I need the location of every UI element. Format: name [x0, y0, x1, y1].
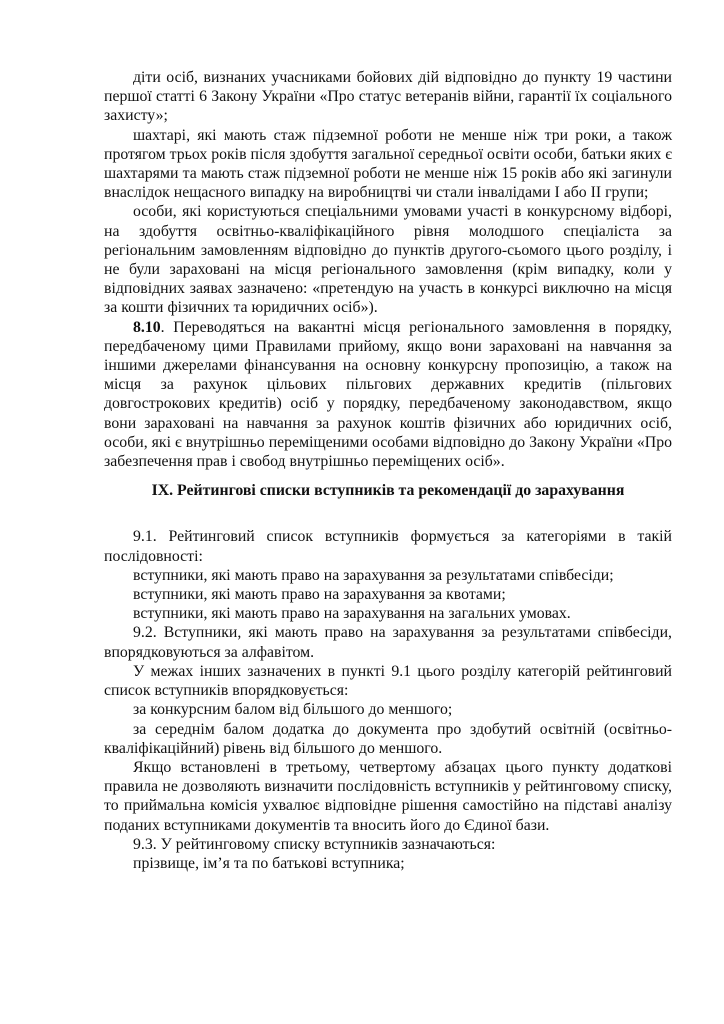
- section-spacer: [104, 500, 672, 527]
- list-item-average-score: за середнім балом додатка до документа про здобутий освітній (освітньо-кваліфікаційний) рівень від більшого до меншого.: [104, 720, 672, 757]
- clause-text-8-10: . Переводяться на вакантні місця регіонального замовлення в порядку, передбаченому цими Правилами прийому, якщо вони зараховані на навчання за іншими джерелами фінансування на основну конкурсну пропозицію, а також на місця за рахунок цільових пільгових державних кредитів (пільгових довгострокових кредитів) осіб у порядку, передбаченому законодавством, якщо вони зараховані на навчання за рахунок коштів фізичних або юридичних осіб, особи, які є внутрішньо переміщеними особами відповідно до Закону України «Про забезпечення прав і свобод внутрішньо переміщених осіб».: [104, 318, 672, 471]
- list-item-full-name: прізвище, ім’я та по батькові вступника;: [133, 854, 405, 872]
- section-heading: IX. Рейтингові списки вступників та рекомендації до зарахування: [151, 482, 625, 500]
- list-item-general: вступники, які мають право на зарахування на загальних умовах.: [133, 605, 571, 623]
- list-item-interview: вступники, які мають право на зарахування за результатами співбесіди;: [133, 566, 614, 584]
- paragraph-miners: шахтарі, які мають стаж підземної роботи не менше ніж три роки, а також протягом трьох років після здобуття загальної середньої освіти особи, батьки яких є шахтарями та мають стаж підземної роботи не менше ніж 15 років або які загинули внаслідок нещасного випадку на виробництві чи стали інвалідами I або II групи;: [104, 126, 672, 202]
- paragraph-special-conditions: особи, які користуються спеціальними умовами участі в конкурсному відборі, на здобуття освітньо-кваліфікаційного рівня молодшого спеціаліста за регіональним замовленням відповідно до пунктів другого-сьомого цього розділу, і не були зараховані на місця регіонального замовлення (крім випадку, коли у відповідних заявах зазначено: «претендую на участь в конкурсі виключно на місця за кошти фізичних та юридичних осіб»).: [104, 203, 672, 317]
- list-item-quotas: вступники, які мають право на зарахування за квотами;: [133, 586, 506, 604]
- paragraph-9-1: 9.1. Рейтинговий список вступників формується за категоріями в такій послідовності:: [104, 528, 672, 565]
- paragraph-other-categories: У межах інших зазначених в пункті 9.1 цього розділу категорій рейтинговий список вступників впорядковується:: [104, 662, 672, 700]
- paragraph-9-2: 9.2. Вступники, які мають право на зарахування за результатами співбесіди, впорядковуються за алфавітом.: [104, 624, 672, 661]
- document-body: [104, 68, 672, 873]
- paragraph-9-3: 9.3. У рейтинговому списку вступників зазначаються:: [133, 835, 496, 853]
- list-item-competitive-score: за конкурсним балом від більшого до меншого;: [133, 701, 453, 719]
- paragraph-additional-rules: Якщо встановлені в третьому, четвертому абзацах цього пункту додаткові правила не дозволяють визначити послідовність вступників у рейтинговому списку, то приймальна комісія ухвалює відповідне рішення самостійно на підставі аналізу поданих вступниками документів та вносить його до Єдиної бази.: [104, 758, 672, 834]
- clause-number-8-10: 8.10: [133, 318, 161, 336]
- paragraph-8-10: [104, 318, 672, 472]
- paragraph-combatant-children: діти осіб, визнаних учасниками бойових дій відповідно до пункту 19 частини першої статті 6 Закону України «Про статус ветеранів війни, гарантії їх соціального захисту»;: [104, 69, 672, 125]
